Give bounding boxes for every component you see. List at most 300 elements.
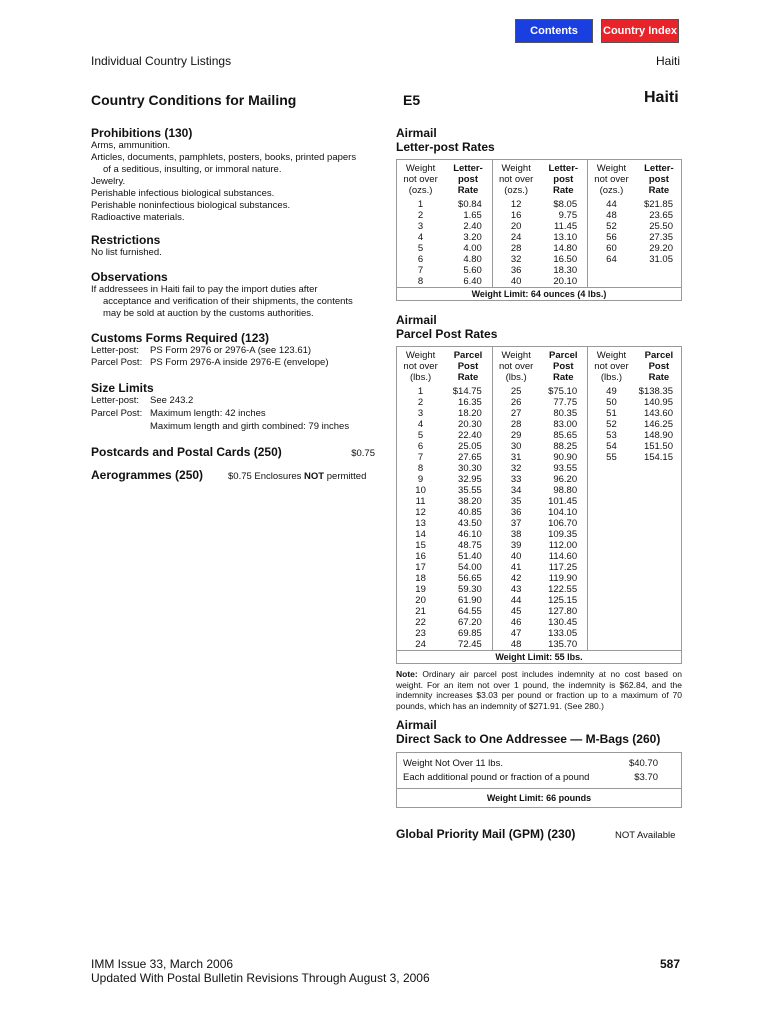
rate-cell: 1.65 (463, 210, 482, 221)
rate-cell: 125.15 (548, 595, 578, 606)
weight-cell (588, 540, 635, 551)
rate-cell: 119.90 (548, 573, 578, 584)
rate-cell: 122.55 (548, 584, 578, 595)
header-line: post (553, 174, 574, 185)
rate-cell: 96.20 (553, 474, 578, 485)
weight-cell: 46 (492, 617, 539, 628)
weight-cell: 52 (588, 221, 635, 232)
table-row (397, 210, 683, 221)
weight-cell: 17 (415, 562, 426, 573)
weight-cell: 48 (492, 639, 539, 650)
weight-cell: 5 (417, 243, 424, 254)
weight-cell: 2 (417, 397, 424, 408)
size-row (91, 408, 381, 420)
weight-cell: 10 (415, 485, 426, 496)
rate-cell: 40.85 (458, 507, 482, 518)
msack-section (396, 718, 682, 808)
weight-cell (588, 551, 635, 562)
size-limits-section (91, 381, 381, 433)
header-line: Weight (405, 163, 436, 174)
msack-row (397, 757, 681, 771)
header-line: post (457, 174, 479, 185)
msack-label: Weight Not Over 11 lbs. (403, 758, 503, 769)
size-value: Maximum length and girth combined: 79 inches (150, 421, 350, 432)
rate-cell: 11.45 (554, 221, 578, 232)
weight-cell: 16 (492, 210, 539, 221)
table-row (397, 584, 683, 595)
rate-cell: 18.20 (458, 408, 482, 419)
table-row (397, 573, 683, 584)
rate-cell: 6.40 (463, 276, 482, 287)
weight-cell: 3 (417, 408, 424, 419)
weight-cell: 60 (588, 243, 635, 254)
rate-cell (635, 518, 683, 529)
table-row (397, 617, 683, 628)
weight-cell: 12 (492, 199, 539, 210)
msack-heading-1: Airmail (396, 718, 437, 732)
rate-cell: 4.80 (463, 254, 482, 265)
rate-table-header (588, 160, 635, 199)
page-title: Country Conditions for Mailing (91, 92, 297, 108)
weight-cell (588, 529, 635, 540)
postcards-value: $0.75 (351, 448, 375, 459)
weight-cell: 35 (492, 496, 539, 507)
aerogrammes-heading: Aerogrammes (250) (91, 468, 204, 482)
letter-post-section (396, 126, 682, 301)
weight-cell: 28 (492, 419, 539, 430)
weight-cell: 20 (415, 595, 426, 606)
header-line: not over (403, 361, 438, 372)
weight-cell: 9 (417, 474, 424, 485)
rate-cell: 31.05 (649, 254, 673, 265)
rate-cell: 93.55 (553, 463, 578, 474)
weight-cell: 54 (588, 441, 635, 452)
rate-cell: 109.35 (548, 529, 578, 540)
page-number: 587 (660, 957, 681, 971)
header-line: Rate (648, 185, 670, 196)
weight-cell: 38 (492, 529, 539, 540)
msack-limit: Weight Limit: 66 pounds (397, 788, 681, 807)
parcel-post-heading-2: Parcel Post Rates (396, 327, 498, 341)
rate-cell (635, 496, 683, 507)
rate-cell: 51.40 (458, 551, 482, 562)
rate-cell: 25.05 (458, 441, 482, 452)
rate-cell: 9.75 (558, 210, 578, 221)
weight-cell: 28 (492, 243, 539, 254)
prohibition-item: Jewelry. (91, 176, 126, 187)
rate-cell: $138.35 (638, 386, 673, 397)
weight-cell: 1 (417, 386, 424, 397)
weight-cell: 31 (492, 452, 539, 463)
weight-cell: 30 (492, 441, 539, 452)
customs-heading: Customs Forms Required (123) (91, 331, 270, 345)
rate-cell: 20.10 (553, 276, 578, 287)
weight-cell: 24 (492, 232, 539, 243)
weight-cell: 47 (492, 628, 539, 639)
header-line: Parcel (644, 350, 674, 361)
weight-cell: 3 (417, 221, 424, 232)
header-line: Parcel (549, 350, 578, 361)
prohibition-item: Arms, ammunition. (91, 140, 171, 151)
table-row (397, 430, 683, 441)
letter-post-limit: Weight Limit: 64 ounces (4 lbs.) (397, 287, 681, 300)
table-row (397, 254, 683, 265)
rate-cell (635, 485, 683, 496)
weight-cell: 45 (492, 606, 539, 617)
note-label: Note: (396, 669, 418, 679)
rate-cell: 61.90 (458, 595, 482, 606)
msack-table (396, 752, 682, 808)
rate-table-header (635, 347, 683, 386)
rate-cell: 59.30 (458, 584, 482, 595)
rate-cell: 13.10 (553, 232, 578, 243)
weight-cell (588, 485, 635, 496)
table-row (397, 397, 683, 408)
weight-cell (588, 562, 635, 573)
table-row (397, 232, 683, 243)
restrictions-heading: Restrictions (91, 233, 161, 247)
table-row (397, 496, 683, 507)
header-line: not over (498, 361, 534, 372)
prohibition-item: of a seditious, insulting, or immoral nature. (103, 164, 282, 175)
observations-line: may be sold at auction by the customs authorities. (103, 308, 314, 319)
rate-cell (635, 584, 683, 595)
rate-cell: 67.20 (458, 617, 482, 628)
rate-cell: 130.45 (548, 617, 578, 628)
postcards-heading: Postcards and Postal Cards (250) (91, 445, 282, 459)
rate-cell: 43.50 (458, 518, 482, 529)
observations-heading: Observations (91, 270, 168, 284)
weight-cell: 53 (588, 430, 635, 441)
rate-table-header (588, 347, 635, 386)
customs-label: Parcel Post: (91, 357, 143, 368)
rate-cell: 3.20 (463, 232, 482, 243)
table-row (397, 639, 683, 650)
msack-value: $3.70 (634, 772, 658, 783)
msack-value: $40.70 (628, 758, 658, 769)
customs-section (91, 331, 381, 369)
weight-cell: 50 (588, 397, 635, 408)
customs-label: Letter-post: (91, 345, 140, 356)
weight-cell: 15 (415, 540, 426, 551)
header-line: Post (553, 361, 574, 372)
weight-cell: 8 (417, 463, 424, 474)
header-line: not over (594, 361, 629, 372)
weight-cell (588, 474, 635, 485)
rate-cell: 2.40 (463, 221, 482, 232)
gpm-value: NOT Available (615, 830, 676, 841)
size-label (91, 421, 150, 433)
weight-cell (588, 518, 635, 529)
rate-cell: 85.65 (553, 430, 578, 441)
rate-cell: 151.50 (643, 441, 673, 452)
table-row (397, 463, 683, 474)
msack-row (397, 771, 681, 785)
rate-cell (635, 551, 683, 562)
weight-cell: 14 (415, 529, 426, 540)
rate-table-header (635, 160, 683, 199)
table-row (397, 452, 683, 463)
size-row (91, 421, 381, 433)
parcel-post-section (396, 313, 682, 711)
weight-cell: 23 (415, 628, 426, 639)
rate-cell: 16.35 (458, 397, 482, 408)
header-line: (ozs.) (599, 185, 624, 196)
table-row (397, 540, 683, 551)
footer-updated: Updated With Postal Bulletin Revisions Through August 3, 2006 (91, 971, 430, 985)
weight-cell: 19 (415, 584, 426, 595)
rate-table-header (492, 160, 539, 199)
rate-table-header (444, 347, 492, 386)
parcel-post-heading-1: Airmail (396, 313, 437, 327)
aerogrammes-value: $0.75 Enclosures NOT permitted (228, 471, 367, 482)
contents-button[interactable]: Contents (515, 19, 593, 43)
running-head-right: Haiti (656, 54, 681, 68)
table-row (397, 243, 683, 254)
rate-cell: 35.55 (458, 485, 482, 496)
weight-cell: 7 (417, 265, 424, 276)
weight-cell: 36 (492, 507, 539, 518)
rate-cell: 112.00 (548, 540, 578, 551)
rate-cell: 29.20 (649, 243, 673, 254)
weight-cell (588, 573, 635, 584)
header-line: (lbs.) (505, 372, 527, 383)
rate-cell: 146.25 (643, 419, 673, 430)
weight-cell: 52 (588, 419, 635, 430)
size-value: See 243.2 (150, 395, 194, 406)
rate-cell: 46.10 (458, 529, 482, 540)
weight-cell: 2 (417, 210, 424, 221)
rate-cell (635, 540, 683, 551)
weight-cell (588, 639, 635, 650)
parcel-post-table (397, 347, 683, 650)
prohibitions-section (91, 126, 381, 224)
weight-cell: 8 (417, 276, 424, 287)
table-row (397, 507, 683, 518)
header-line: (lbs.) (600, 372, 623, 383)
rate-cell (635, 265, 683, 276)
rate-cell: 114.60 (548, 551, 578, 562)
rate-cell: 18.30 (553, 265, 578, 276)
weight-cell: 32 (492, 254, 539, 265)
table-row (397, 265, 683, 276)
weight-cell: 21 (415, 606, 426, 617)
weight-cell: 4 (417, 419, 424, 430)
customs-value: PS Form 2976 or 2976-A (see 123.61) (150, 345, 312, 356)
gpm-row (396, 827, 682, 841)
header-line: Weight (405, 350, 436, 361)
size-row (91, 395, 381, 407)
prohibitions-heading: Prohibitions (130) (91, 126, 193, 140)
header-line: Rate (553, 372, 574, 383)
customs-value: PS Form 2976-A inside 2976-E (envelope) (150, 357, 329, 368)
rate-table-header (444, 160, 492, 199)
country-index-button[interactable]: Country Index (601, 19, 679, 43)
rate-cell (635, 474, 683, 485)
header-line: Rate (553, 185, 574, 196)
rate-cell: 88.25 (553, 441, 578, 452)
rate-cell: 27.65 (458, 452, 482, 463)
weight-cell: 64 (588, 254, 635, 265)
rate-cell (635, 573, 683, 584)
weight-cell: 32 (492, 463, 539, 474)
header-line: (lbs.) (410, 372, 432, 383)
aerogrammes-row (91, 468, 381, 483)
weight-cell (588, 463, 635, 474)
rate-cell: 32.95 (458, 474, 482, 485)
rate-cell (635, 617, 683, 628)
parcel-post-table-box (396, 346, 682, 664)
rate-cell (635, 595, 683, 606)
header-line: Rate (457, 185, 479, 196)
weight-cell (588, 628, 635, 639)
footer-issue: IMM Issue 33, March 2006 (91, 957, 234, 971)
rate-cell: $8.05 (553, 199, 578, 210)
weight-cell: 22 (415, 617, 426, 628)
rate-cell: 69.85 (458, 628, 482, 639)
country-title: Haiti (644, 89, 679, 106)
rate-cell: 56.65 (458, 573, 482, 584)
rate-cell: 154.15 (643, 452, 673, 463)
header-line: Weight (596, 163, 627, 174)
rate-cell: 20.30 (458, 419, 482, 430)
rate-cell: 90.90 (553, 452, 578, 463)
table-row (397, 529, 683, 540)
customs-row (91, 345, 381, 357)
rate-cell: 143.60 (643, 408, 673, 419)
running-head-left: Individual Country Listings (91, 54, 232, 68)
weight-cell: 24 (415, 639, 426, 650)
weight-cell: 51 (588, 408, 635, 419)
prohibition-item: Radioactive materials. (91, 212, 185, 223)
weight-cell: 7 (417, 452, 424, 463)
weight-cell: 48 (588, 210, 635, 221)
msack-heading-2: Direct Sack to One Addressee — M-Bags (260) (396, 732, 661, 746)
rate-cell: 140.95 (643, 397, 673, 408)
weight-cell: 41 (492, 562, 539, 573)
size-label: Parcel Post: (91, 408, 143, 419)
weight-cell: 40 (492, 551, 539, 562)
weight-cell: 20 (492, 221, 539, 232)
rate-cell (635, 529, 683, 540)
weight-cell: 44 (492, 595, 539, 606)
header-line: (ozs.) (504, 185, 529, 196)
rate-cell: 101.45 (548, 496, 578, 507)
rate-cell: $14.75 (452, 386, 482, 397)
table-row (397, 221, 683, 232)
rate-cell: 148.90 (643, 430, 673, 441)
rate-cell: 106.70 (548, 518, 578, 529)
weight-cell (588, 595, 635, 606)
weight-cell (588, 276, 635, 287)
rate-cell: 98.80 (553, 485, 578, 496)
indemnity-note (396, 669, 682, 711)
weight-cell: 29 (492, 430, 539, 441)
weight-cell: 18 (415, 573, 426, 584)
header-line: Post (457, 361, 479, 372)
table-row (397, 276, 683, 287)
weight-cell: 27 (492, 408, 539, 419)
header-line: Weight (596, 350, 627, 361)
rate-cell (635, 628, 683, 639)
size-limits-heading: Size Limits (91, 381, 154, 395)
weight-cell: 39 (492, 540, 539, 551)
prohibition-item: Perishable infectious biological substances. (91, 188, 275, 199)
rate-cell: 48.75 (458, 540, 482, 551)
table-row (397, 628, 683, 639)
restrictions-text: No list furnished. (91, 247, 162, 258)
table-row (397, 199, 683, 210)
rate-table-header (397, 160, 444, 199)
weight-cell (588, 606, 635, 617)
observations-line: acceptance and verification of their shipments, the contents (103, 296, 353, 307)
weight-cell: 25 (492, 386, 539, 397)
weight-cell (588, 496, 635, 507)
weight-cell: 44 (588, 199, 635, 210)
section-code: E5 (403, 92, 421, 108)
table-row (397, 408, 683, 419)
weight-cell (588, 265, 635, 276)
header-line: Letter- (453, 163, 483, 174)
size-label: Letter-post: (91, 395, 140, 406)
msack-label: Each additional pound or fraction of a pound (403, 772, 590, 783)
weight-cell: 16 (415, 551, 426, 562)
rate-cell: 22.40 (458, 430, 482, 441)
header-line: Post (648, 361, 670, 372)
rate-cell: 64.55 (458, 606, 482, 617)
rate-cell (635, 276, 683, 287)
table-row (397, 441, 683, 452)
rate-cell: 135.70 (548, 639, 578, 650)
rate-cell: 38.20 (458, 496, 482, 507)
gpm-heading: Global Priority Mail (GPM) (230) (396, 827, 576, 841)
rate-cell: 72.45 (458, 639, 482, 650)
rate-cell (635, 463, 683, 474)
weight-cell: 5 (417, 430, 424, 441)
rate-cell: 14.80 (553, 243, 578, 254)
rate-cell: $21.85 (643, 199, 673, 210)
rate-cell: 27.35 (649, 232, 673, 243)
weight-cell: 26 (492, 397, 539, 408)
rate-cell: 133.05 (548, 628, 578, 639)
prohibition-item: Articles, documents, pamphlets, posters, books, printed papers (91, 152, 357, 163)
table-row (397, 606, 683, 617)
rate-cell: 104.10 (548, 507, 578, 518)
weight-cell: 12 (415, 507, 426, 518)
header-line: post (648, 174, 669, 185)
weight-cell: 11 (415, 496, 426, 507)
rate-table-header (492, 347, 539, 386)
header-line: Weight (501, 350, 531, 361)
header-line: not over (594, 174, 629, 185)
weight-cell: 34 (492, 485, 539, 496)
letter-post-table (397, 160, 683, 287)
rate-cell: 30.30 (458, 463, 482, 474)
rate-cell: 80.35 (553, 408, 578, 419)
rate-cell: 16.50 (553, 254, 578, 265)
weight-cell: 13 (415, 518, 426, 529)
rate-cell: 5.60 (463, 265, 482, 276)
weight-cell: 4 (417, 232, 424, 243)
rate-cell: $75.10 (548, 386, 578, 397)
rate-cell: 4.00 (463, 243, 482, 254)
rate-cell: 23.65 (649, 210, 673, 221)
header-line: Weight (501, 163, 531, 174)
restrictions-section (91, 233, 381, 259)
prohibition-item: Perishable noninfectious biological substances. (91, 200, 291, 211)
weight-cell: 37 (492, 518, 539, 529)
note-text: Ordinary air parcel post includes indemnity at no cost based on weight. For an item not over 1 pound, the indemnity is $62.84, and the indemnity increases $3.03 per pound or fraction up to a maximum of 70 pounds, which has an indemnity of $271.91. (See 280.) (396, 669, 682, 711)
